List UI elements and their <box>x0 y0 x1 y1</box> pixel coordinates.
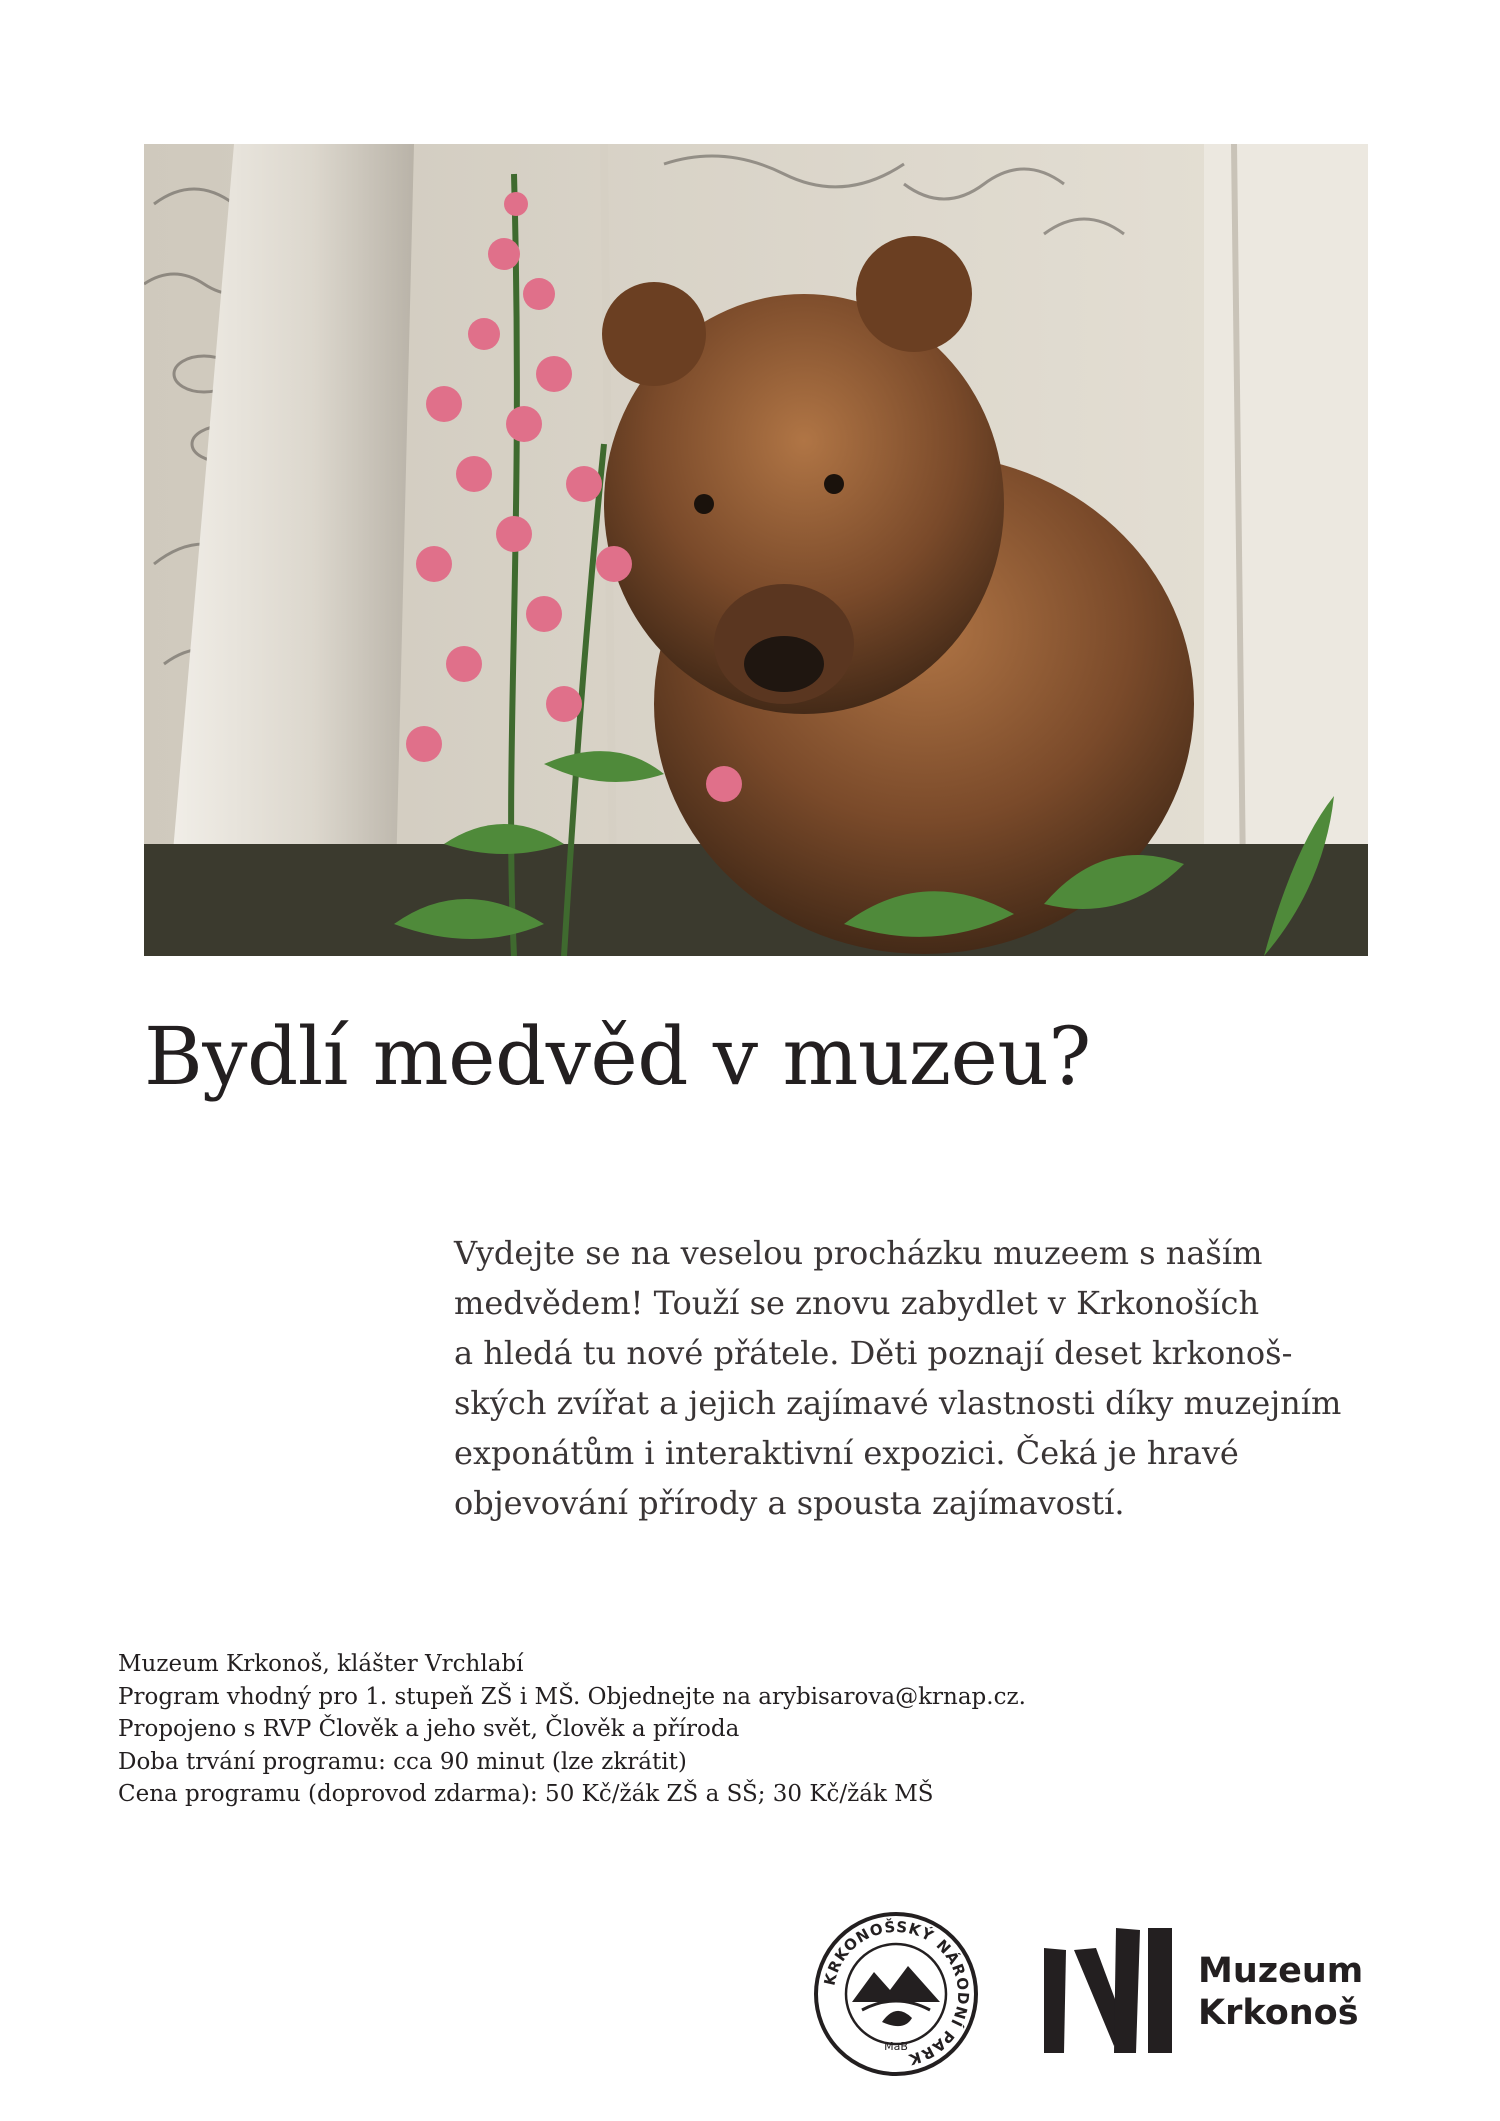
intro-line: exponátům i interaktivní expozici. Čeká je hravé <box>454 1434 1239 1472</box>
svg-text:KRKONOŠSKÝ NÁRODNÍ PARK: KRKONOŠSKÝ NÁRODNÍ PARK <box>820 1917 973 2069</box>
intro-paragraph <box>454 1228 1354 1528</box>
svg-text:MaB: MaB <box>884 2040 908 2053</box>
wordmark-line-2: Krkonoš <box>1198 1993 1359 2033</box>
intro-line: objevování přírody a spousta zajímavostí. <box>454 1484 1125 1522</box>
program-info <box>118 1648 1318 1811</box>
muzeum-krkonos-mark <box>1044 1928 1172 2053</box>
info-audience: Program vhodný pro 1. stupeň ZŠ i MŠ. Objednejte na arybisarova@krnap.cz. <box>118 1683 1026 1710</box>
page-title: Bydlí medvěd v muzeu? <box>144 1010 1091 1103</box>
info-price: Cena programu (doprovod zdarma): 50 Kč/žák ZŠ a SŠ; 30 Kč/žák MŠ <box>118 1781 934 1807</box>
bear-exhibit-photo <box>144 144 1368 956</box>
intro-line: medvědem! Touží se znovu zabydlet v Krkonoších <box>454 1284 1260 1322</box>
krnap-seal-icon <box>812 1910 980 2078</box>
intro-line: a hledá tu nové přátele. Děti poznají deset krkonoš- <box>454 1334 1293 1372</box>
intro-line: Vydejte se na veselou procházku muzeem s naším <box>454 1234 1263 1272</box>
muzeum-m-icon <box>1044 1928 1172 2053</box>
info-duration: Doba trvání programu: cca 90 minut (lze zkrátit) <box>118 1748 687 1775</box>
info-location: Muzeum Krkonoš, klášter Vrchlabí <box>118 1651 524 1677</box>
info-curriculum: Propojeno s RVP Člověk a jeho svět, Člověk a příroda <box>118 1716 740 1742</box>
intro-line: ských zvířat a jejich zajímavé vlastnosti díky muzejním <box>454 1384 1342 1422</box>
bear-illustration <box>144 144 1368 956</box>
muzeum-krkonos-wordmark <box>1198 1950 1398 2034</box>
wordmark-line-1: Muzeum <box>1198 1951 1364 1991</box>
krnap-seal-logo <box>812 1910 980 2078</box>
